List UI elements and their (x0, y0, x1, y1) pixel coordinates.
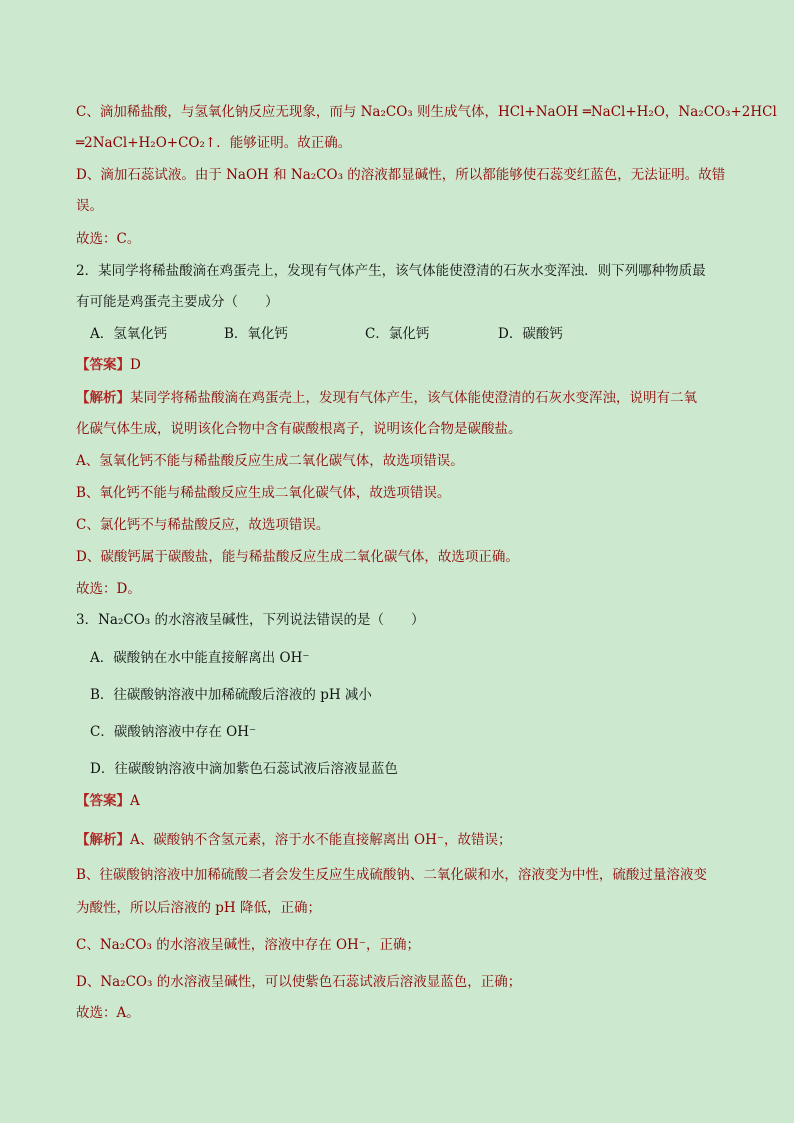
analysis-tag: 【解析】 (76, 390, 130, 406)
question-2-analysis-b: B、氧化钙不能与稀盐酸反应生成二氧化碳气体，故选项错误。 (76, 485, 451, 501)
analysis-line-d-1: D、滴加石蕊试液。由于 NaOH 和 Na₂CO₃ 的溶液都显碱性，所以都能够使石蕊变红蓝色，无法证明。故错 (76, 167, 726, 183)
question-2-select: 故选：D。 (76, 581, 141, 597)
answer-value: D (130, 357, 141, 373)
analysis-text: A、碳酸钠不含氢元素，溶于水不能直接解离出 OH⁻，故错误； (130, 832, 512, 848)
question-2-stem-1: 2．某同学将稀盐酸滴在鸡蛋壳上，发现有气体产生，该气体能使澄清的石灰水变浑浊．则下列哪种物质最 (76, 263, 706, 279)
question-2-option-a: A．氢氧化钙 (90, 326, 168, 342)
question-3-option-a: A．碳酸钠在水中能直接解离出 OH⁻ (90, 650, 310, 666)
question-2-analysis-d: D、碳酸钙属于碳酸盐，能与稀盐酸反应生成二氧化碳气体，故选项正确。 (76, 549, 519, 565)
question-2-analysis-a: A、氢氧化钙不能与稀盐酸反应生成二氧化碳气体，故选项错误。 (76, 453, 464, 469)
question-3-analysis-c: C、Na₂CO₃ 的水溶液呈碱性，溶液中存在 OH⁻，正确； (76, 937, 420, 953)
answer-tag: 【答案】 (76, 793, 130, 809)
question-2-analysis-c: C、氯化钙不与稀盐酸反应，故选项错误。 (76, 517, 330, 533)
question-2-answer (76, 356, 141, 374)
question-3-option-b: B．往碳酸钠溶液中加稀硫酸后溶液的 pH 减小 (90, 687, 372, 703)
question-3-stem: 3．Na₂CO₃ 的水溶液呈碱性，下列说法错误的是（ ） (76, 612, 425, 628)
answer-value: A (130, 793, 140, 809)
analysis-text: 某同学将稀盐酸滴在鸡蛋壳上，发现有气体产生，该气体能使澄清的石灰水变浑浊，说明有二氧 (130, 390, 697, 406)
question-3-analysis-b-1: B、往碳酸钠溶液中加稀硫酸二者会发生反应生成硫酸钠、二氧化碳和水，溶液变为中性，硫酸过量溶液变 (76, 867, 707, 883)
question-2-option-d: D．碳酸钙 (498, 326, 563, 342)
analysis-tag: 【解析】 (76, 832, 130, 848)
question-3-analysis-b-2: 为酸性，所以后溶液的 pH 降低，正确； (76, 900, 321, 916)
previous-answer-select: 故选：C。 (76, 231, 141, 247)
question-3-analysis-d: D、Na₂CO₃ 的水溶液呈碱性，可以使紫色石蕊试液后溶液显蓝色，正确； (76, 974, 522, 990)
question-2-analysis-2: 化碳气体生成，说明该化合物中含有碳酸根离子，说明该化合物是碳酸盐。 (76, 421, 522, 437)
analysis-line-c-2: ═2NaCl+H₂O+CO₂↑．能够证明。故正确。 (76, 135, 352, 151)
analysis-line-c-1: C、滴加稀盐酸，与氢氧化钠反应无现象，而与 Na₂CO₃ 则生成气体，HCl+NaOH ═NaCl+H₂O，Na₂CO₃+2HCl (76, 104, 777, 120)
analysis-line-d-2: 误。 (76, 198, 103, 214)
answer-tag: 【答案】 (76, 357, 130, 373)
question-2-stem-2: 有可能是鸡蛋壳主要成分（ ） (76, 294, 279, 310)
question-2-option-b: B．氧化钙 (224, 326, 288, 342)
question-2-option-c: C．氯化钙 (365, 326, 430, 342)
question-3-analysis-a (76, 831, 512, 849)
question-3-option-c: C．碳酸钠溶液中存在 OH⁻ (90, 724, 257, 740)
question-3-option-d: D．往碳酸钠溶液中滴加紫色石蕊试液后溶液显蓝色 (90, 761, 398, 777)
question-3-select: 故选：A。 (76, 1005, 140, 1021)
question-2-analysis-1 (76, 389, 697, 407)
question-3-answer (76, 792, 140, 810)
